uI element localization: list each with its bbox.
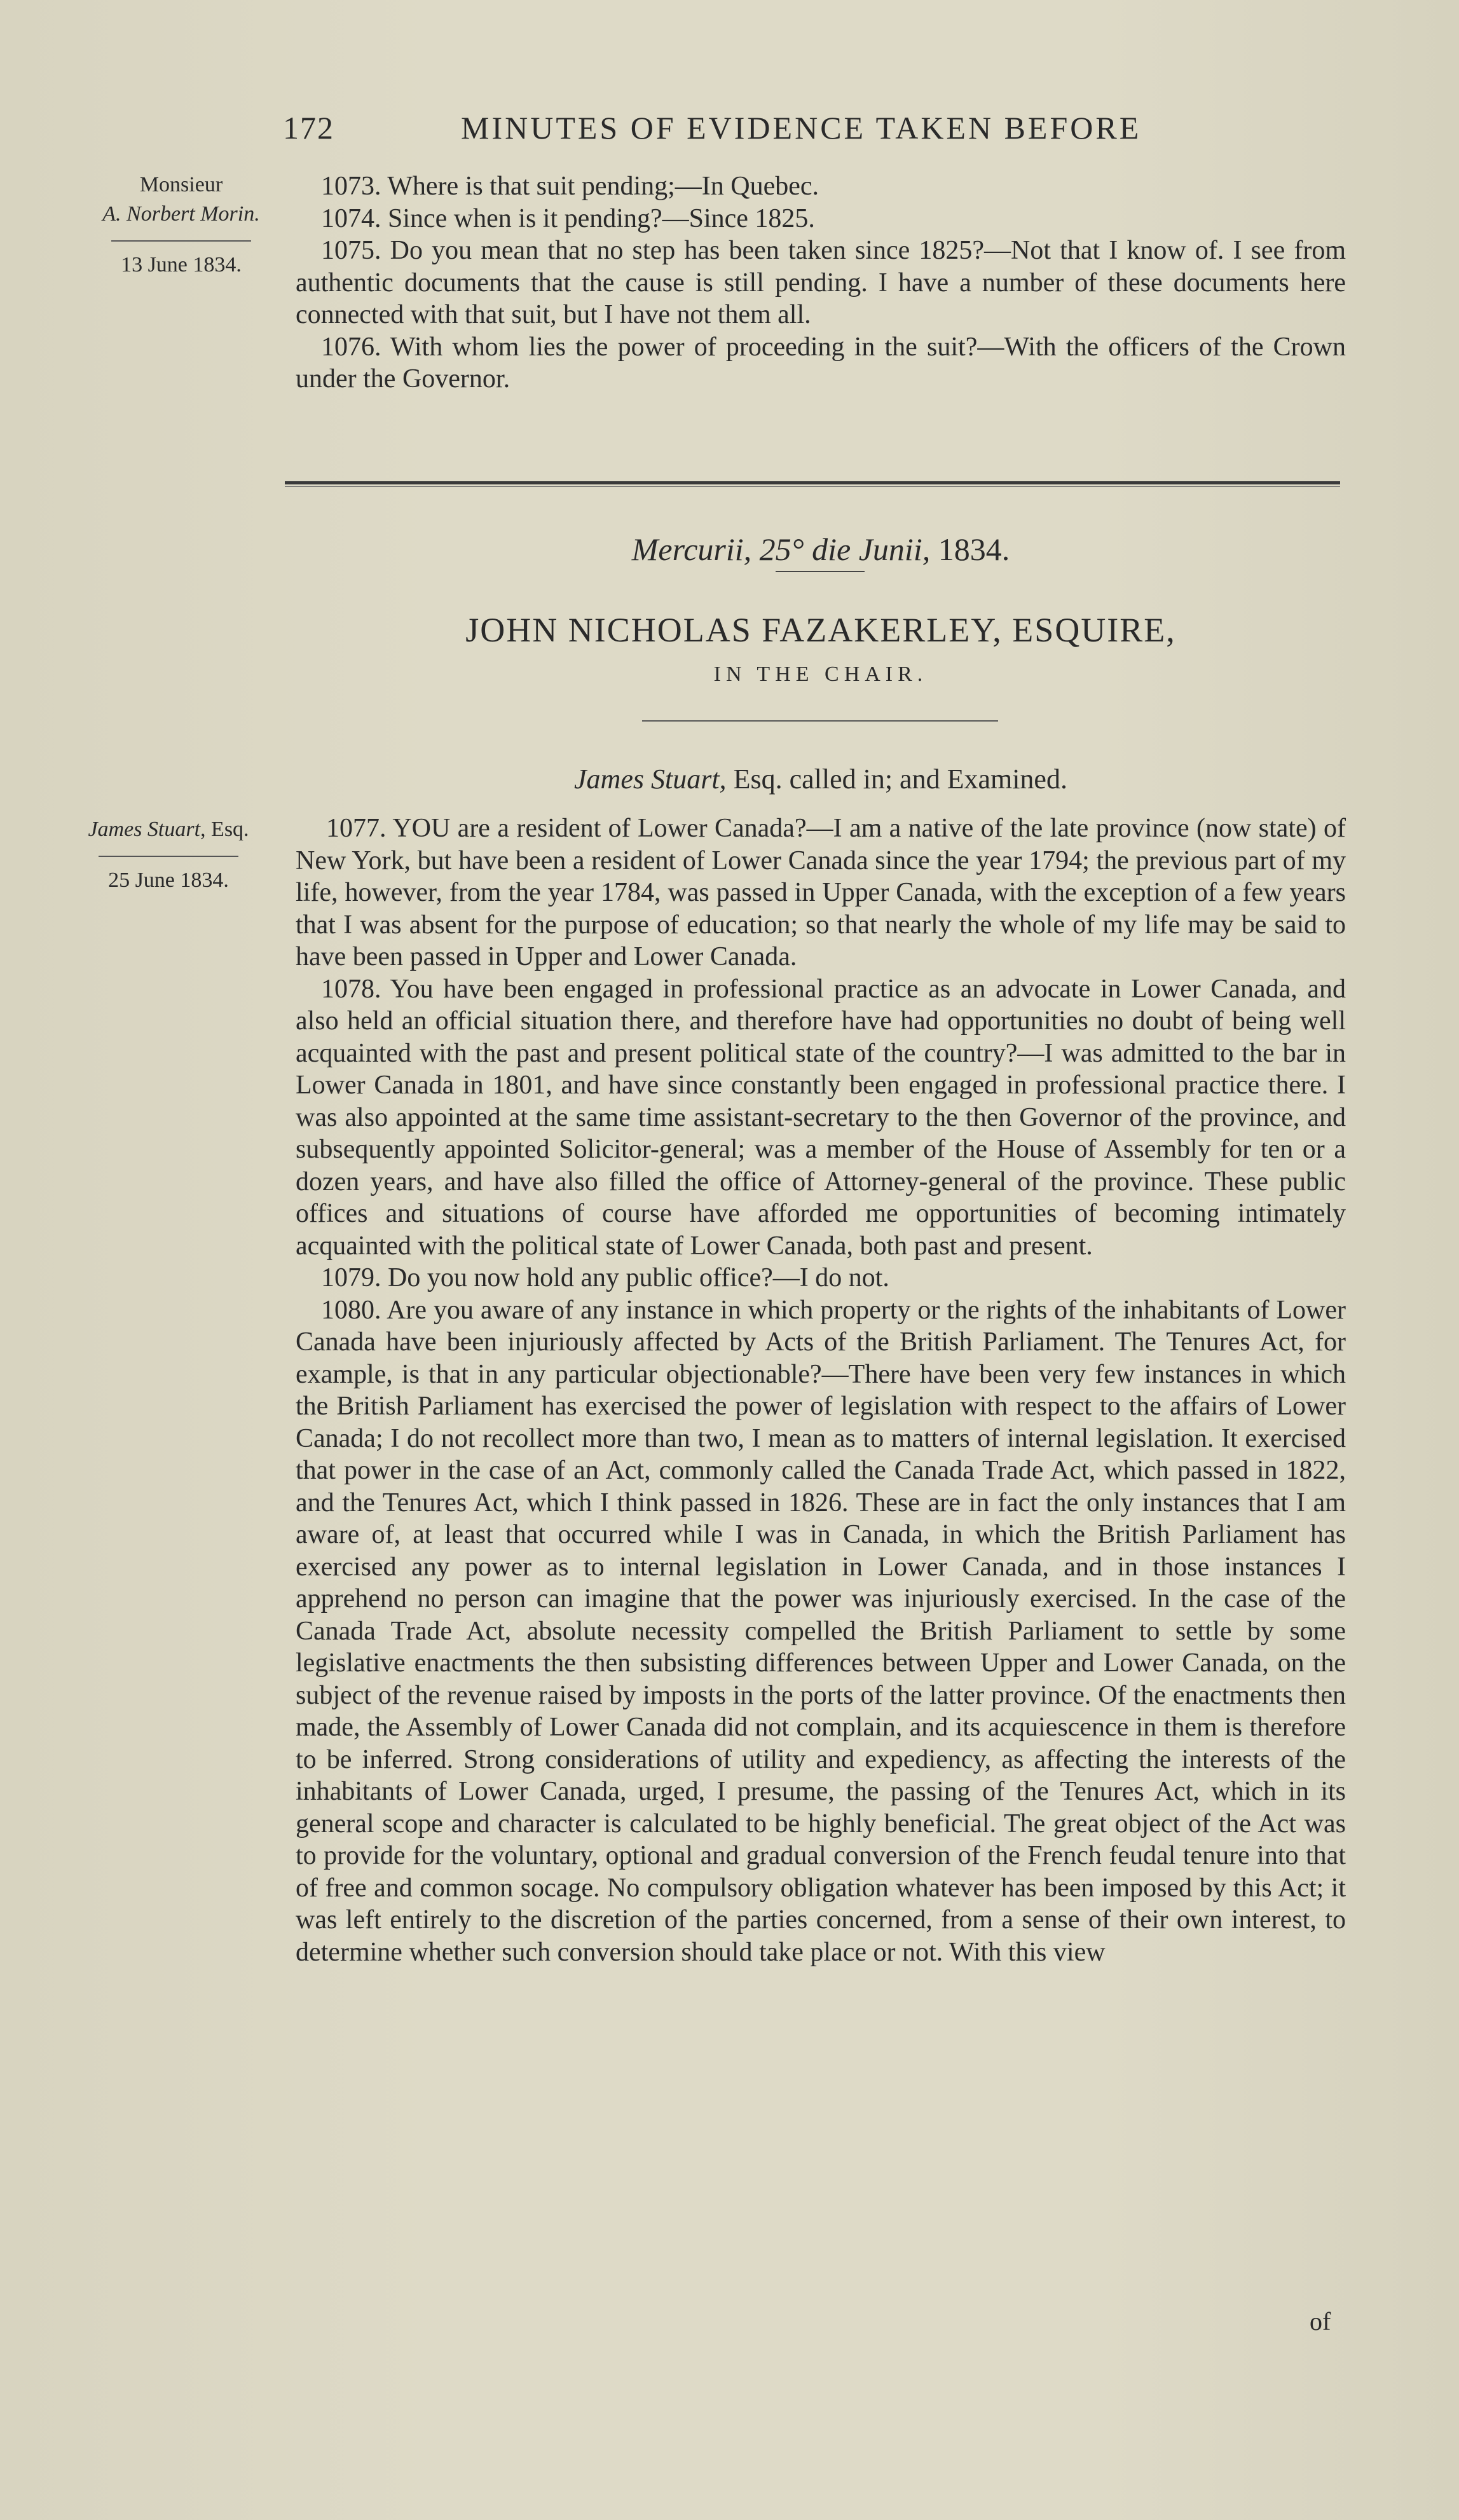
chair-rule: [642, 720, 998, 722]
page-header: [283, 109, 1346, 154]
margin-note-witness-2: James Stuart,: [88, 818, 206, 841]
chair-subtitle: IN THE CHAIR.: [713, 662, 928, 686]
session-date-italic: Mercurii, 25° die Junii,: [631, 531, 931, 567]
session-date: [296, 531, 1346, 568]
evidence-block-1: [296, 170, 1346, 395]
margin-note-rule: [111, 240, 251, 242]
margin-note-date: 13 June 1834.: [121, 253, 242, 277]
margin-note-date-2: 25 June 1834.: [108, 868, 229, 892]
question-1073: 1073. Where is that suit pending;—In Quebec.: [321, 172, 819, 201]
question-1077: 1077. YOU are a resident of Lower Canada?—I am a native of the late province (now state) of New York, but have been a resident of Lower Canada since the year 1794; the previous part of my life, however, from the year 1784, was passed in Upper Canada, with the exception of a few years that I was absent for the purpose of education; so that nearly the whole of my life may be said to have been passed in Upper and Lower Canada.: [296, 814, 1346, 971]
question-1075: 1075. Do you mean that no step has been taken since 1825?—Not that I know of. I see from authentic documents that the cause is still pending. I have a number of these documents here connected with that suit, but I have not them all.: [296, 236, 1346, 329]
witness-called-in: [296, 763, 1346, 795]
catchword: of: [1310, 2307, 1331, 2336]
margin-note-morin: [76, 170, 286, 280]
margin-note-rule-2: [99, 856, 238, 857]
question-1076: 1076. With whom lies the power of proceeding in the suit?—With the officers of the Crown under the Governor.: [296, 332, 1346, 394]
date-rule: [776, 571, 865, 572]
witness-called-text: Esq. called in; and Examined.: [726, 764, 1067, 795]
running-head: MINUTES OF EVIDENCE TAKEN BEFORE: [461, 110, 1142, 146]
evidence-block-2: [296, 812, 1346, 1968]
session-date-year: 1834.: [930, 531, 1010, 567]
chair-name: JOHN NICHOLAS FAZAKERLEY, ESQUIRE,: [465, 611, 1176, 649]
witness-name: James Stuart,: [574, 764, 727, 795]
question-1079: 1079. Do you now hold any public office?—I do not.: [321, 1263, 889, 1292]
question-1078: 1078. You have been engaged in professional practice as an advocate in Lower Canada, and also held an official situation there, and therefore have had opportunities no doubt of being well acquainted with the past and present political state of the country?—I was admitted to the bar in Lower Canada in 1801, and have since constantly been engaged in professional practice there. I was also appointed at the same time assistant-secretary to the then Governor of the province, and subsequently appointed Solicitor-general; was a member of the House of Assembly for ten or a dozen years, and have also filled the office of Attorney-general of the province. These public offices and situations of course have afforded me opportunities of becoming intimately acquainted with the political state of Lower Canada, both past and present.: [296, 974, 1346, 1261]
page-number: 172: [283, 110, 334, 146]
question-1074: 1074. Since when is it pending?—Since 1825.: [321, 203, 815, 233]
margin-note-stuart: [64, 815, 273, 895]
margin-note-suffix-2: Esq.: [205, 818, 249, 841]
question-1080: 1080. Are you aware of any instance in which property or the rights of the inhabitants of Lower Canada have been injuriously affected by Acts of the British Parliament. The Tenures Act, for example, is that in any particular objectionable?—There have been very few instances in which the British Parliament has exercised the power of legislation with respect to the affairs of Lower Canada; I do not recollect more than two, I mean as to matters of internal legislation. It exercised that power in the case of an Act, commonly called the Canada Trade Act, which passed in 1822, and the Tenures Act, which I think passed in 1826. These are in fact the only instances that I am aware of, at least that occurred while I was in Canada, in which the British Parliament has exercised any power as to internal legislation in Lower Canada, and in those instances I apprehend no person can imagine that the power was injuriously exercised. In the case of the Canada Trade Act, absolute necessity compelled the British Parliament to settle by some legislative enactments the then subsisting differences between Upper and Lower Canada, on the subject of the revenue raised by imposts in the ports of the latter province. Of the enactments then made, the Assembly of Lower Canada did not complain, and its acquiescence in them is therefore to be inferred. Strong considerations of utility and expediency, as affecting the interests of the inhabitants of Lower Canada, urged, I presume, the passing of the Tenures Act, which in its general scope and character is calculated to be highly beneficial. The great object of the Act was to provide for the voluntary, optional and gradual conversion of the French feudal tenure into that of free and common socage. No compulsory obligation whatever has been imposed by this Act; it was left entirely to the discretion of the parties concerned, from a sense of their own interest, to determine whether such conversion should take place or not. With this view: [296, 1295, 1346, 1967]
margin-note-witness: A. Norbert Morin.: [102, 202, 260, 226]
margin-note-title: Monsieur: [139, 173, 223, 196]
section-divider: [285, 481, 1340, 484]
